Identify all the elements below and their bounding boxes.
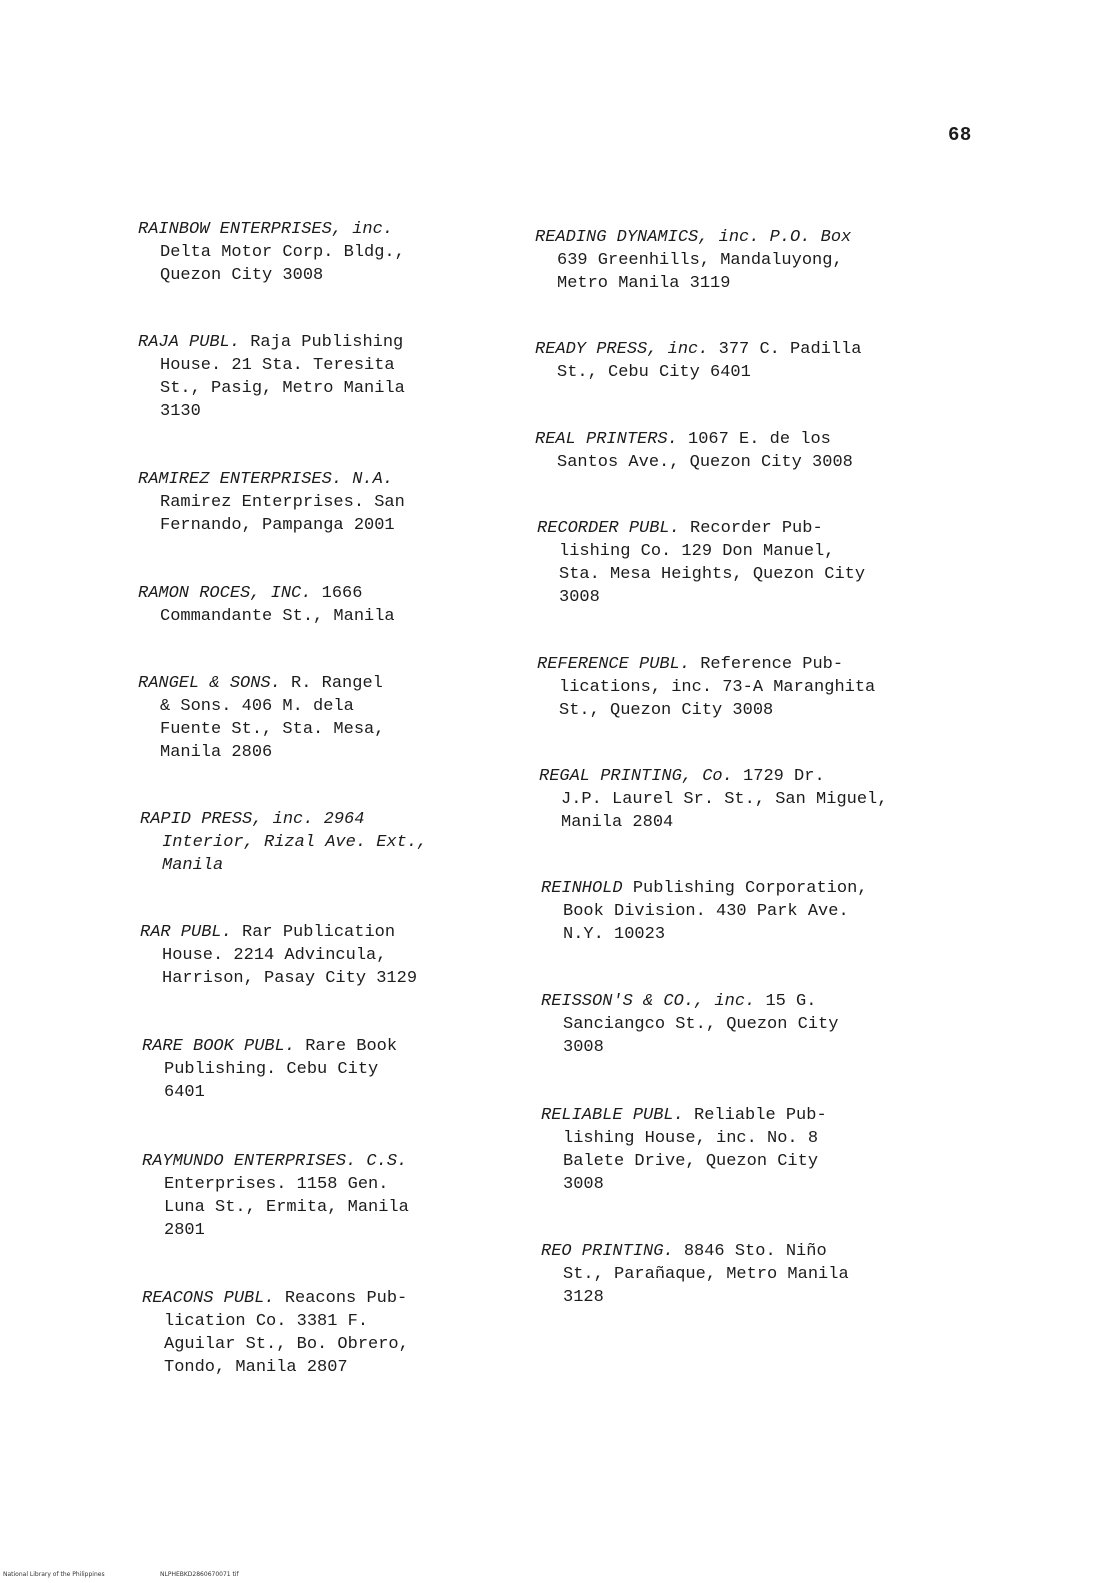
entry-line: House. 21 Sta. Teresita (160, 356, 395, 375)
entry-heading: RAR PUBL. (140, 923, 232, 942)
directory-entry (541, 1104, 827, 1196)
entry-line: & Sons. 406 M. dela (160, 697, 354, 716)
entry-line: House. 2214 Advincula, (162, 946, 387, 965)
entry-line: 639 Greenhills, Mandaluyong, (557, 251, 843, 270)
entry-line: Sta. Mesa Heights, Quezon City (559, 565, 866, 584)
entry-line: Tondo, Manila 2807 (164, 1358, 348, 1377)
entry-heading-rest: 377 C. Padilla (718, 340, 862, 359)
entry-line: Quezon City 3008 (160, 266, 324, 285)
entry-line: 3130 (160, 402, 201, 421)
entry-line: N.Y. 10023 (563, 925, 666, 944)
entry-heading-rest: Reacons Pub- (284, 1289, 408, 1308)
directory-entry (541, 990, 838, 1059)
entry-line: Balete Drive, Quezon City (563, 1152, 819, 1171)
entry-heading-rest: Reliable Pub- (694, 1106, 827, 1125)
entry-heading-rest: 1729 Dr. (743, 767, 825, 786)
entry-line: 3128 (563, 1288, 604, 1307)
entry-heading: RECORDER PUBL. (537, 519, 680, 538)
entry-heading-rest: Publishing Corporation, (632, 879, 868, 898)
entry-line: Harrison, Pasay City 3129 (162, 969, 418, 988)
entry-heading: RAJA PUBL. (138, 333, 241, 352)
entry-line: J.P. Laurel Sr. St., San Miguel, (561, 790, 888, 809)
entry-heading: RELIABLE PUBL. (541, 1106, 684, 1125)
entry-line: Delta Motor Corp. Bldg., (160, 243, 405, 262)
entry-line: Manila (162, 856, 224, 875)
entry-line: 3008 (563, 1038, 604, 1057)
entry-heading-rest: 1666 (321, 584, 363, 603)
entry-heading-rest: 15 G. (765, 992, 817, 1011)
entry-heading-rest: Rar Publication (242, 923, 396, 942)
entry-line: Aguilar St., Bo. Obrero, (164, 1335, 409, 1354)
entry-heading: READING DYNAMICS, inc. P.O. Box (535, 228, 852, 247)
footer-scan-id: NLPHEBKD2860670071 tif (160, 1571, 239, 1578)
directory-entry (541, 1240, 849, 1309)
entry-heading-rest: 1067 E. de los (688, 430, 831, 449)
entry-heading: RAINBOW ENTERPRISES, inc. (138, 220, 394, 239)
entry-line: Commandante St., Manila (160, 607, 395, 626)
entry-heading: RAMON ROCES, INC. (138, 584, 312, 603)
entry-heading: READY PRESS, inc. (535, 340, 709, 359)
footer-library-name: National Library of the Philippines (3, 1571, 105, 1578)
entry-line: Luna St., Ermita, Manila (164, 1198, 409, 1217)
entry-heading: REGAL PRINTING, Co. (539, 767, 733, 786)
entry-heading-rest: Raja Publishing (250, 333, 404, 352)
entry-line: St., Parañaque, Metro Manila (563, 1265, 849, 1284)
directory-entry (535, 338, 861, 384)
entry-heading: RARE BOOK PUBL. (142, 1037, 296, 1056)
entry-heading-rest: R. Rangel (291, 674, 383, 693)
entry-line: Fuente St., Sta. Mesa, (160, 720, 385, 739)
entry-heading: REO PRINTING. (541, 1242, 674, 1261)
entry-line: Fernando, Pampanga 2001 (160, 516, 395, 535)
entry-heading: REAL PRINTERS. (535, 430, 678, 449)
entry-line: lishing Co. 129 Don Manuel, (559, 542, 835, 561)
entry-line: Publishing. Cebu City (164, 1060, 379, 1079)
entry-line: St., Quezon City 3008 (559, 701, 774, 720)
entry-heading: REINHOLD (541, 879, 623, 898)
entry-heading: REACONS PUBL. (142, 1289, 275, 1308)
entry-line: 3008 (563, 1175, 604, 1194)
entry-line: Interior, Rizal Ave. Ext., (162, 833, 428, 852)
entry-line: Manila 2806 (160, 743, 273, 762)
entry-heading: REFERENCE PUBL. (537, 655, 691, 674)
entry-line: 2801 (164, 1221, 205, 1240)
entry-line: Enterprises. 1158 Gen. (164, 1175, 389, 1194)
entry-heading-rest: Rare Book (305, 1037, 398, 1056)
entry-line: lishing House, inc. No. 8 (563, 1129, 819, 1148)
entry-heading: RAMIREZ ENTERPRISES. N.A. (138, 470, 394, 489)
entry-line: Sanciangco St., Quezon City (563, 1015, 839, 1034)
directory-entry (541, 877, 867, 946)
entry-heading-rest: Recorder Pub- (690, 519, 823, 538)
entry-line: Manila 2804 (561, 813, 674, 832)
directory-entry (539, 765, 887, 834)
entry-heading: RAPID PRESS, inc. 2964 (140, 810, 365, 829)
entry-line: Santos Ave., Quezon City 3008 (557, 453, 853, 472)
entry-line: Book Division. 430 Park Ave. (563, 902, 849, 921)
entry-line: 6401 (164, 1083, 205, 1102)
entry-line: St., Pasig, Metro Manila (160, 379, 405, 398)
entry-line: lications, inc. 73-A Maranghita (559, 678, 876, 697)
entry-line: 3008 (559, 588, 600, 607)
entry-heading: RAYMUNDO ENTERPRISES. C.S. (142, 1152, 408, 1171)
directory-entry (537, 517, 865, 609)
entry-heading: REISSON'S & CO., inc. (541, 992, 756, 1011)
entry-heading-rest: Reference Pub- (700, 655, 844, 674)
entry-line: Ramirez Enterprises. San (160, 493, 405, 512)
directory-entry (535, 428, 853, 474)
entry-line: St., Cebu City 6401 (557, 363, 751, 382)
directory-entry (535, 226, 851, 295)
directory-entry (537, 653, 875, 722)
entry-heading-rest: 8846 Sto. Niño (683, 1242, 827, 1261)
entry-heading: RANGEL & SONS. (138, 674, 281, 693)
entry-line: lication Co. 3381 F. (164, 1312, 369, 1331)
entry-line: Metro Manila 3119 (557, 274, 731, 293)
page-number: 68 (948, 124, 972, 146)
